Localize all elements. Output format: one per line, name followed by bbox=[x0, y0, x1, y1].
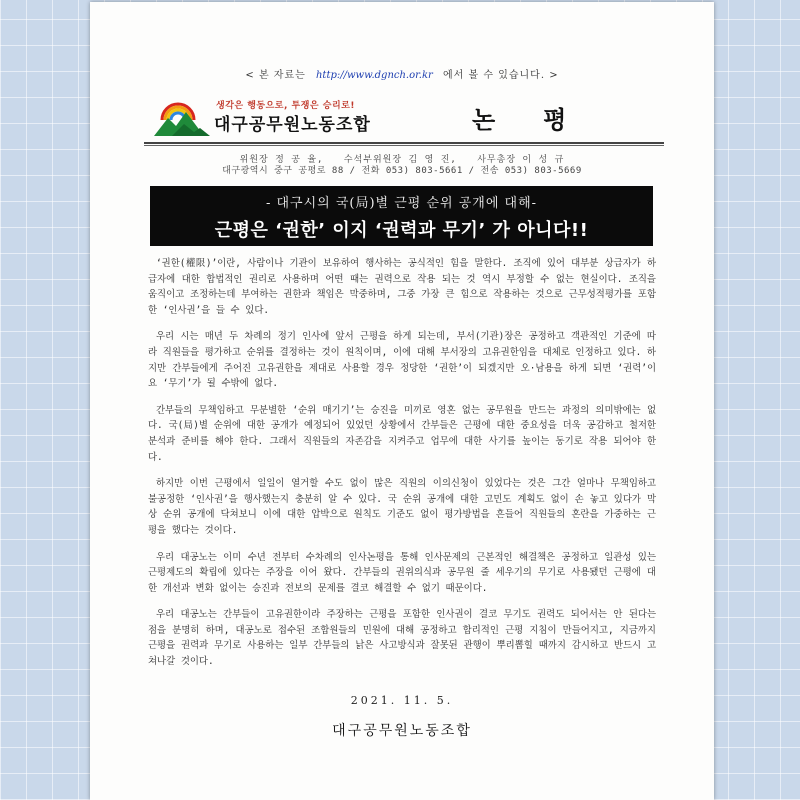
title-banner bbox=[150, 186, 653, 246]
body-paragraph: ‘권한(權限)’이란, 사람이나 기관이 보유하여 행사하는 공식적인 힘을 말한다. 조직에 있어 대부분 상급자가 하급자에 대한 합법적인 권리로 사용하며 어떤 때는 권력으로 작용 되는 것 역시 부정할 수 없는 현실이다. 조직을 움직이고 조정하는데 부여하는 권한과 책임은 막중하며, 그중 가장 큰 힘으로 작용하는 것으로 근무성적평가를 포함한 ‘인사권’을 들 수 있다. bbox=[148, 258, 656, 316]
document-subtitle: - 대구시의 국(局)별 근평 순위 공개에 대해- bbox=[265, 196, 538, 211]
source-url-link[interactable]: http://www.dgnch.or.kr bbox=[315, 70, 433, 81]
body-paragraph: 간부들의 무책임하고 무분별한 ‘순위 매기기’는 승진을 미끼로 영혼 없는 공무원을 만드는 과정의 의미밖에는 없다. 국(局)별 순위에 대한 공개가 예정되어 있었던 상황에서 간부들은 근평에 대한 중요성을 더욱 공감하고 철저한 분석과 준비를 해야 한다. 그래서 직원들의 자존감을 지켜주고 업무에 대한 사기를 높이는 동기로 작용 되어야 한다. bbox=[148, 404, 656, 463]
header-divider bbox=[144, 142, 664, 144]
document-main-title: 근평은 ‘권한’ 이지 ‘권력과 무기’ 가 아니다!! bbox=[214, 220, 589, 241]
officer-vice-chairman: 수석부위원장 김 영 진, bbox=[343, 155, 457, 165]
document-body bbox=[148, 256, 656, 681]
union-logo-icon bbox=[154, 94, 210, 136]
body-paragraph: 우리 시는 매년 두 차례의 정기 인사에 앞서 근평을 하게 되는데, 부서(기관)장은 공정하고 객관적인 기준에 따라 직원들을 평가하고 순위를 결정하는 것이 원칙이며, 이에 대해 부서장의 고유권한임을 대체로 인정하고 있다. 하지만 간부들에게 주어진 고유권한을 제대로 사용할 경우 정당한 ‘권한’이 되겠지만 오·남용을 하게 되면 ‘권력’이요 ‘무기’가 될 수밖에 없다. bbox=[148, 331, 656, 390]
body-paragraph: 우리 대공노는 간부들이 고유권한이라 주장하는 근평을 포함한 인사권이 결코 무기도 권력도 되어서는 안 된다는 점을 분명히 하며, 대공노로 접수된 조합원들의 민원에 대해 공정하고 합리적인 근평 지침이 만들어지고, 지금까지 근평을 권력과 무기로 사용하는 일부 간부들의 낡은 사고방식과 잘못된 관행이 뿌리뽑힐 때까지 감시하고 반드시 고쳐나갈 것이다. bbox=[148, 609, 656, 668]
union-name-header: 대구공무원노동조합 bbox=[214, 115, 371, 135]
header-divider-thin bbox=[144, 145, 664, 146]
document-date: 2021. 11. 5. bbox=[350, 694, 454, 707]
officer-secretary-general: 사무총장 이 성 규 bbox=[477, 155, 565, 165]
source-notice bbox=[90, 66, 714, 81]
body-paragraph: 우리 대공노는 이미 수년 전부터 수차례의 인사논평을 통해 인사문제의 근본적인 해결책은 공정하고 일관성 있는 근평제도의 확립에 있다는 주장을 이어 왔다. 간부들의 권위의식과 공무원 줄 세우기의 무기로 사용됐던 근평에 대한 개선과 변화 없이는 승진과 전보의 문제를 결코 해결할 수 없기 때문이다. bbox=[148, 551, 656, 594]
contact-address: 대구광역시 중구 공평로 88 / 전화 053) 803-5661 / 전송 053) 803-5669 bbox=[222, 166, 582, 176]
source-suffix: 에서 볼 수 있습니다. > bbox=[443, 70, 559, 81]
officer-chairman: 위원장 정 공 율, bbox=[239, 155, 324, 165]
union-slogan: 생각은 행동으로, 투쟁은 승리로! bbox=[216, 101, 355, 111]
union-signature: 대구공무원노동조합 bbox=[332, 723, 472, 739]
document-type-title: 논평 bbox=[472, 106, 615, 134]
document-page bbox=[90, 2, 714, 800]
body-paragraph: 하지만 이번 근평에서 일일이 열거할 수도 없이 많은 직원의 이의신청이 있었다는 것은 그간 얼마나 무책임하고 불공정한 ‘인사권’을 행사했는지 충분히 알 수 있다. 국 순위 공개에 대한 고민도 계획도 없이 손 놓고 있다가 막상 순위 공개에 닥쳐보니 이에 대한 압박으로 원칙도 기준도 없이 평가방법을 흔들어 직원들의 혼란을 가중하는 근평을 했다는 것이다. bbox=[148, 478, 656, 536]
letterhead bbox=[154, 90, 654, 140]
source-prefix: < 본 자료는 bbox=[245, 70, 306, 81]
